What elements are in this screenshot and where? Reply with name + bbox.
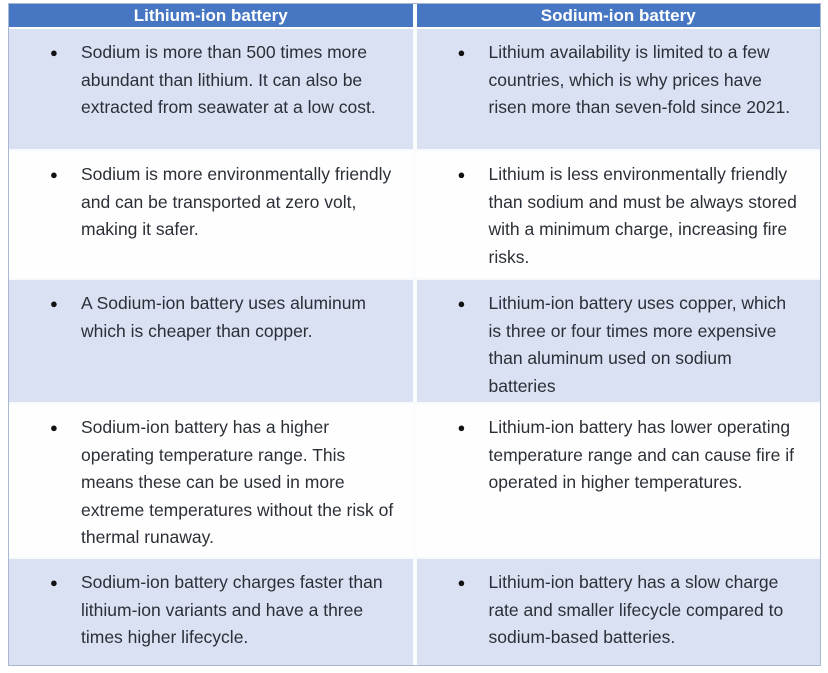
bullet-icon: ● — [457, 45, 466, 60]
header-cell-sodium: Sodium-ion battery — [417, 4, 821, 27]
cell-text: Lithium availability is limited to a few countries, which is why prices have risen more than seven-fold since 2021. — [488, 42, 791, 117]
cell-text: Sodium is more than 500 times more abundant than lithium. It can also be extracted from seawater at a low cost. — [81, 42, 376, 117]
cell-text: Lithium is less environmentally friendly than sodium and must be always stored with a minimum charge, increasing fire risks. — [488, 164, 797, 267]
bullet-icon: ● — [457, 575, 466, 590]
bullet-icon: ● — [50, 296, 58, 311]
table-row — [9, 559, 820, 665]
table-header-row — [9, 4, 820, 29]
cell-left — [9, 404, 413, 557]
table-row — [9, 29, 820, 151]
cell-text: A Sodium-ion battery uses aluminum which is cheaper than copper. — [81, 293, 366, 341]
cell-text: Sodium-ion battery charges faster than lithium-ion variants and have a three times higher lifecycle. — [81, 572, 383, 647]
cell-right — [417, 559, 821, 665]
bullet-icon: ● — [457, 420, 466, 435]
comparison-table — [8, 3, 821, 666]
bullet-icon: ● — [50, 575, 58, 590]
cell-left — [9, 559, 413, 665]
table-row — [9, 280, 820, 404]
cell-right — [417, 151, 821, 278]
bullet-icon: ● — [50, 420, 58, 435]
cell-right — [417, 29, 821, 149]
cell-left — [9, 280, 413, 402]
bullet-icon: ● — [457, 296, 466, 311]
cell-text: Sodium-ion battery has a higher operating temperature range. This means these can be used in more extreme temperatures without the risk of thermal runaway. — [81, 417, 394, 547]
bullet-icon: ● — [50, 167, 58, 182]
header-cell-lithium: Lithium-ion battery — [9, 4, 413, 27]
cell-left — [9, 151, 413, 278]
cell-right — [417, 280, 821, 402]
cell-right — [417, 404, 821, 557]
table-row — [9, 404, 820, 559]
cell-text: Lithium-ion battery has a slow charge rate and smaller lifecycle compared to sodium-based batteries. — [488, 572, 784, 647]
cell-left — [9, 29, 413, 149]
bullet-icon: ● — [50, 45, 58, 60]
cell-text: Lithium-ion battery has lower operating temperature range and can cause fire if operated in higher temperatures. — [488, 417, 794, 492]
cell-text: Lithium-ion battery uses copper, which is three or four times more expensive than aluminum used on sodium batteries — [488, 293, 787, 396]
bullet-icon: ● — [457, 167, 466, 182]
table-row — [9, 151, 820, 280]
cell-text: Sodium is more environmentally friendly and can be transported at zero volt, making it safer. — [81, 164, 392, 239]
